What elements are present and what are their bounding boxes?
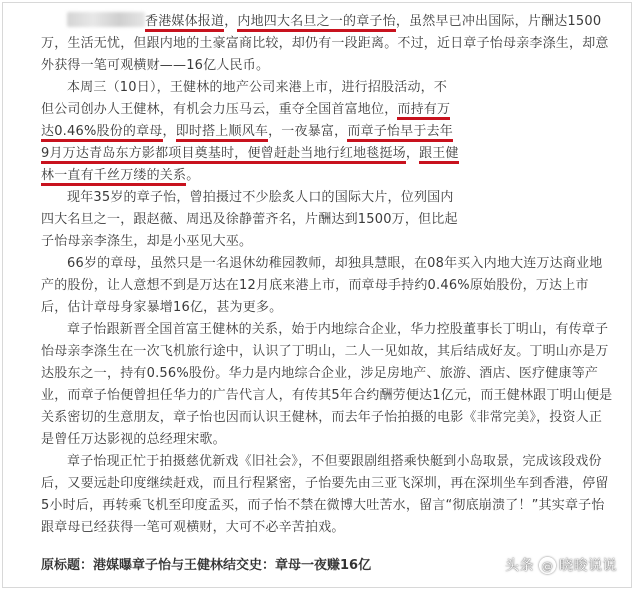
underlined-phrase-qingdao: 而章子怡早于去年9月万达青岛东方影都项目奠基时，便曾赶赴当地行红地毯挺场 xyxy=(41,124,453,164)
original-title-label: 原标题： xyxy=(41,558,94,573)
underlined-phrase-shares: 而持有万达0.46%股份的章母 xyxy=(41,102,450,142)
underlined-phrase-source: 香港媒体报道 xyxy=(145,14,224,32)
article-frame xyxy=(2,2,632,588)
paragraph-2-rich: ，一夜暴富， xyxy=(268,124,348,139)
paragraph-2-comma-2: ， xyxy=(405,146,420,161)
underlined-phrase-ride: 即时搭上顺风车 xyxy=(176,124,268,142)
at-icon: @ xyxy=(539,557,556,574)
original-title-text: 港媒曝章子怡与王健林结交史：章母一夜赚16亿 xyxy=(93,558,372,573)
underlined-phrase-relation: 跟王健林一直有千丝万缕的关系 xyxy=(41,146,459,186)
paragraph-3-continued: 66岁的章母，虽然只是一名退休幼稚园教师，却独具慧眼，在08年买入内地大连万达商业地产的股份，让人意想不到是万达在12月底来港上市，而章母手持约0.46%原始股份，万达上市后，估计章母身家暴增16亿，甚为更多。 xyxy=(41,256,603,315)
watermark-account: 晓晙说说 xyxy=(559,558,617,574)
paragraph-1-text: ，虽然早已冲出国际，片酬达1500万，生活无忧，但跟内地的土豪富商比较，却仍有一段距离。不过，近日章子怡母亲李涤生，却意外获得一笔可观横财——16亿人民币。 xyxy=(41,14,609,73)
toutiao-watermark xyxy=(505,555,617,575)
paragraph-2 xyxy=(41,77,459,187)
paragraph-4: 章子怡跟新晋全国首富王健林的关系，始于内地综合企业，华力控股董事长丁明山，有传章子怡母亲李涤生在一次飞机旅行途中，认识了丁明山，二人一见如故，其后结成好友。丁明山亦是万达股东之一，持有0.56%股份。华力是内地综合企业，涉足房地产、旅游、酒店、医疗健康等产业，而章子怡便曾担任华力的广告代言人，有传其5年合约酬劳便达1亿元，而王健林跟丁明山便是关系密切的生意朋友，章子怡也因而认识王健林，而去年子怡拍摄的电影《非常完美》，投资人正是曾任万达影视的总经理宋歌。 xyxy=(41,322,613,447)
paragraph-5: 章子怡现正忙于拍摄慈优新戏《旧社会》，不但要跟剧组搭乘快艇到小岛取景，完成该段戏份后，又要远赴印度继续赶戏，而且行程紧密，子怡要先由三亚飞深圳，再在深圳坐车到香港，停留5小时后，再转乘飞机至印度孟买，而子怡不禁在微博大吐苦水，留言“彻底崩溃了！”其实章子怡跟章母已经获得一笔可观横财，大可不必辛苦拍戏。 xyxy=(41,454,609,535)
watermark-brand: 头条 xyxy=(505,558,534,574)
paragraph-2-end: 。 xyxy=(186,168,200,183)
article-body xyxy=(41,11,613,590)
redacted-source-blur xyxy=(67,12,145,27)
paragraph-3: 现年35岁的章子怡，曾拍摄过不少脍炙人口的国际大片，位列国内四大名旦之一，跟赵薇、周迅及徐静蕾齐名，片酬达到1500万，但比起子怡母亲李涤生，却是小巫见大巫。 xyxy=(41,190,458,249)
paragraph-2-intro: 本周三（10日），王健林的地产公司来港上市，进行招股活动，不但公司创办人王健林，有机会力压马云，重夺全国首富地位， xyxy=(41,80,448,117)
underlined-phrase-ziyi: 内地四大名旦之一的章子怡 xyxy=(237,14,395,32)
paragraph-1-comma: ， xyxy=(224,14,238,29)
paragraph-1 xyxy=(41,11,613,77)
paragraph-2-comma-1: ， xyxy=(162,124,176,139)
